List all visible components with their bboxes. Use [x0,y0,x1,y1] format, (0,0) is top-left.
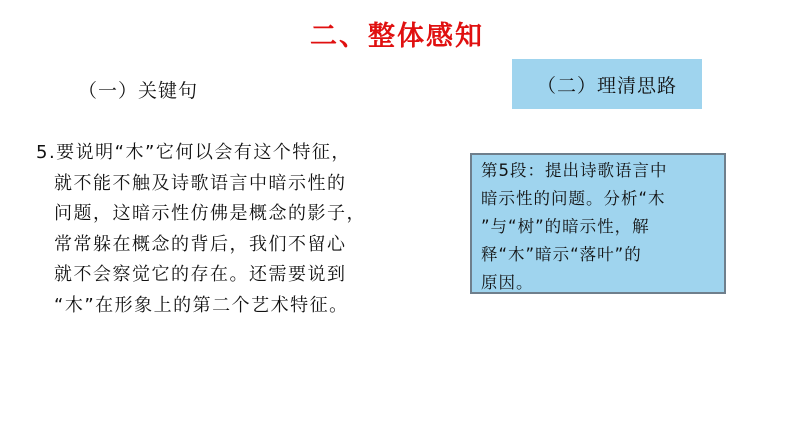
quote-line: 问题，这暗示性仿佛是概念的影子， [54,203,366,224]
summary-line: 第5段：提出诗歌语言中 [481,161,668,180]
quote-line: 就不会察觉它的存在。还需要说到 [54,264,347,285]
summary-line: ”与“树”的暗示性，解 [481,217,650,236]
section-label-thought-flow: （二）理清思路 [512,59,702,109]
page-title: 二、整体感知 [310,21,484,52]
quote-line: “木”在形象上的第二个艺术特征。 [54,294,349,316]
quote-line: 5.要说明“木”它何以会有这个特征， [36,142,351,163]
quote-line: 常常躲在概念的背后，我们不留心 [54,233,347,255]
section-label-key-sentence: （一）关键句 [78,80,199,102]
paragraph-summary-box [470,153,726,294]
summary-line: 原因。 [481,273,534,292]
key-sentence-text [36,138,416,321]
summary-line: 释“木”暗示“落叶”的 [481,245,642,264]
summary-line: 暗示性的问题。分析“木 [481,189,666,208]
quote-line: 就不能不触及诗歌语言中暗示性的 [54,172,347,194]
